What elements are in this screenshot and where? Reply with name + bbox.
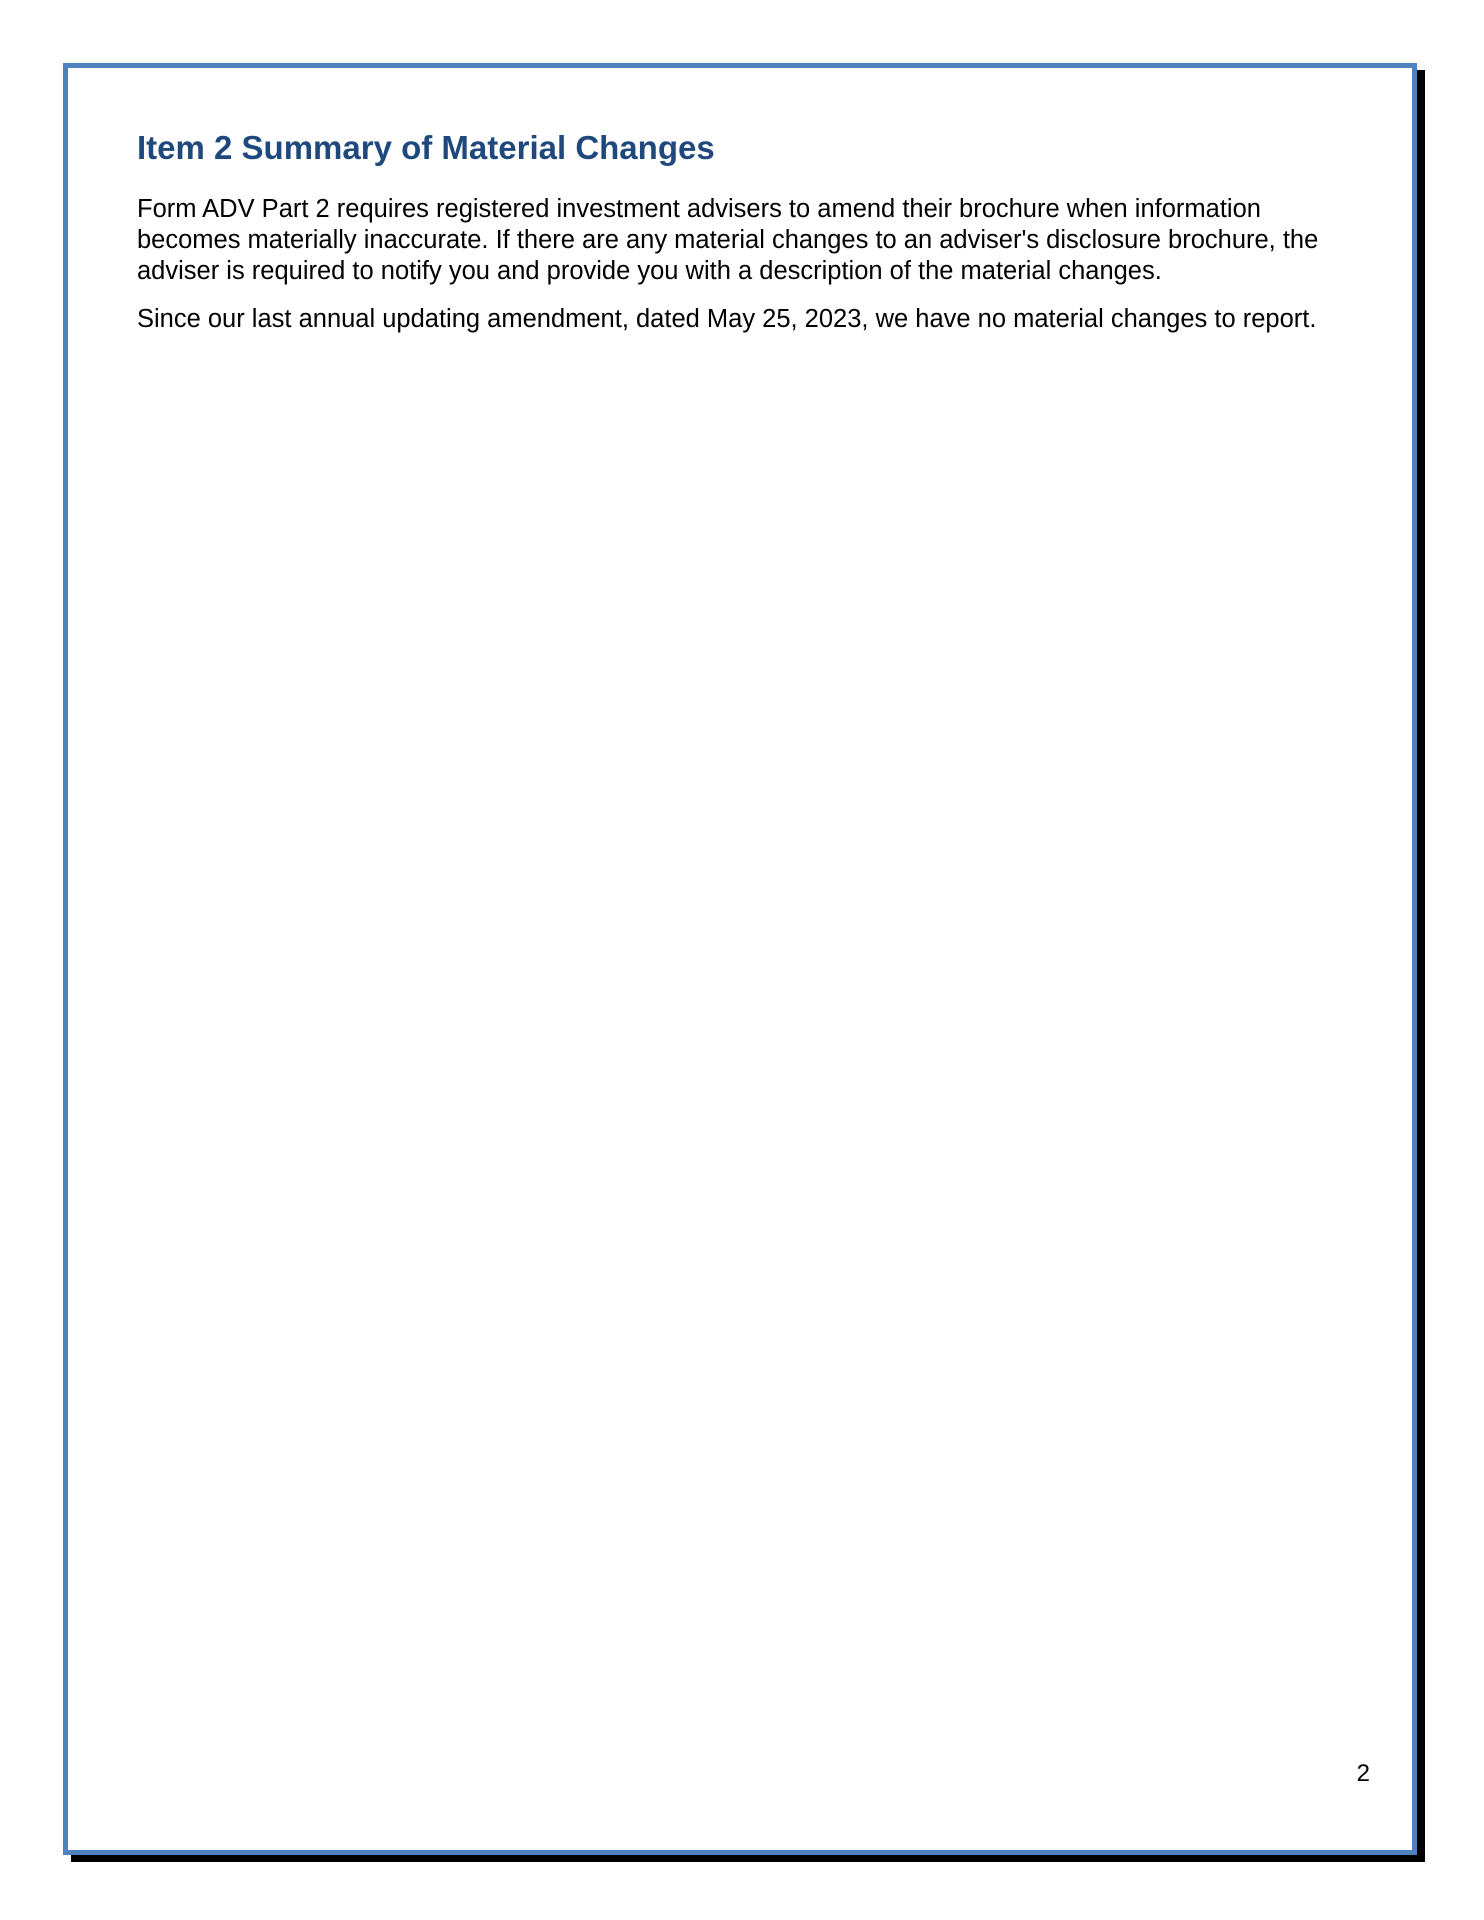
paragraph-form-adv: Form ADV Part 2 requires registered investment advisers to amend their brochure when information becomes materially inaccurate. If there are any material changes to an adviser's disclosure brochure, the adviser is required to notify you and provide you with a description of the material changes. (137, 195, 1319, 285)
section-heading: Item 2 Summary of Material Changes (137, 129, 715, 166)
page-content (137, 128, 1360, 352)
page-number: 2 (1356, 1760, 1370, 1787)
paragraph-no-changes: Since our last annual updating amendment, dated May 25, 2023, we have no material changes to report. (137, 305, 1317, 333)
